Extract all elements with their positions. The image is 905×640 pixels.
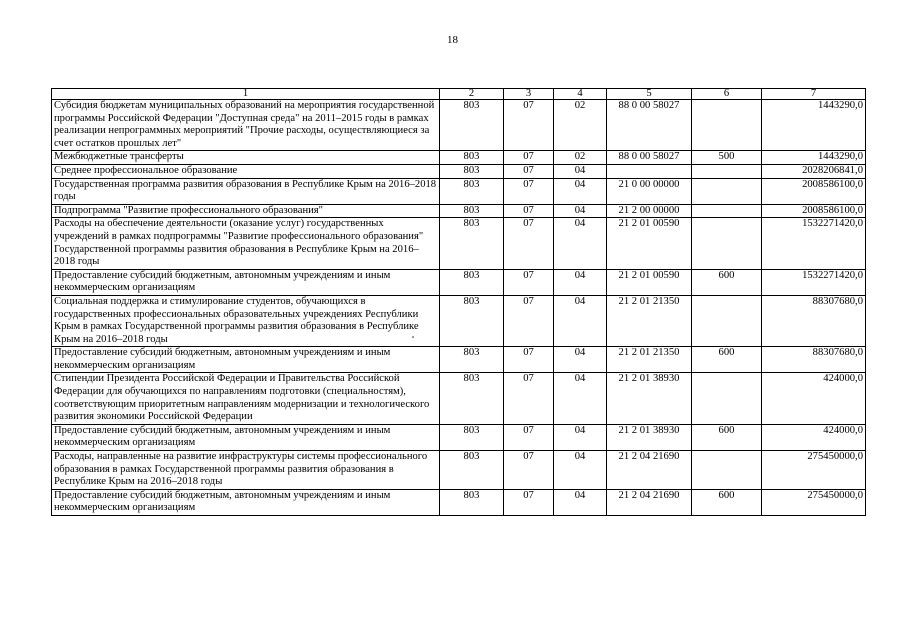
cell-amount: 275450000,0 — [762, 489, 866, 515]
cell-subsection: 04 — [554, 489, 607, 515]
cell-ministry: 803 — [440, 295, 504, 346]
cell-expense-type — [692, 100, 762, 151]
cell-ministry: 803 — [440, 151, 504, 165]
row-name: Субсидия бюджетам муниципальных образований на мероприятия государственной программы Российской Федерации "Доступная среда" на 2011–2015 годы в рамках реализации непрограммных мероприятий "Прочие расходы, осуществляющиеся за счет остатков прошлых лет" — [52, 100, 440, 151]
cell-ministry: 803 — [440, 218, 504, 269]
cell-subsection: 04 — [554, 269, 607, 295]
cell-subsection: 04 — [554, 373, 607, 424]
column-header: 4 — [554, 89, 607, 100]
row-name: Расходы, направленные на развитие инфраструктуры системы профессионального образования в рамках Государственной программы развития образования в Республике Крым на 2016–2018 годы — [52, 451, 440, 490]
cell-subsection: 04 — [554, 295, 607, 346]
cell-section: 07 — [504, 178, 554, 204]
cell-section: 07 — [504, 347, 554, 373]
row-name: Среднее профессиональное образование — [52, 164, 440, 178]
cell-expense-type — [692, 451, 762, 490]
table-row — [52, 218, 866, 269]
cell-subsection: 02 — [554, 100, 607, 151]
cell-section: 07 — [504, 295, 554, 346]
cell-section: 07 — [504, 204, 554, 218]
header-row — [52, 89, 866, 100]
table-row — [52, 269, 866, 295]
cell-expense-type — [692, 178, 762, 204]
cell-ministry: 803 — [440, 164, 504, 178]
cell-section: 07 — [504, 218, 554, 269]
table-row — [52, 347, 866, 373]
column-header: 3 — [504, 89, 554, 100]
table-row — [52, 164, 866, 178]
cell-target-article: 21 2 01 38930 — [607, 373, 692, 424]
row-name: Предоставление субсидий бюджетным, автономным учреждениям и иным некоммерческим организациям — [52, 489, 440, 515]
cell-subsection: 04 — [554, 218, 607, 269]
column-header: 1 — [52, 89, 440, 100]
cell-amount: 424000,0 — [762, 424, 866, 450]
table-row — [52, 204, 866, 218]
cell-section: 07 — [504, 164, 554, 178]
table-row — [52, 178, 866, 204]
cell-section: 07 — [504, 151, 554, 165]
cell-expense-type — [692, 295, 762, 346]
cell-subsection: 04 — [554, 347, 607, 373]
cell-expense-type: 600 — [692, 347, 762, 373]
cell-target-article: 21 2 01 00590 — [607, 218, 692, 269]
cell-amount: 88307680,0 — [762, 347, 866, 373]
cell-ministry: 803 — [440, 204, 504, 218]
cell-section: 07 — [504, 100, 554, 151]
cell-ministry: 803 — [440, 100, 504, 151]
cell-amount: 2028206841,0 — [762, 164, 866, 178]
cell-target-article: 88 0 00 58027 — [607, 100, 692, 151]
cell-target-article: 21 2 01 00590 — [607, 269, 692, 295]
cell-expense-type — [692, 164, 762, 178]
cell-target-article: 21 2 01 38930 — [607, 424, 692, 450]
cell-section: 07 — [504, 451, 554, 490]
column-header: 7 — [762, 89, 866, 100]
cell-amount: 1532271420,0 — [762, 218, 866, 269]
cell-target-article — [607, 164, 692, 178]
cell-subsection: 04 — [554, 451, 607, 490]
cell-amount: 1443290,0 — [762, 100, 866, 151]
cell-amount: 1532271420,0 — [762, 269, 866, 295]
cell-expense-type — [692, 373, 762, 424]
row-name: Расходы на обеспечение деятельности (оказание услуг) государственных учреждений в рамках подпрограммы "Развитие профессионального образования" Государственной программы развития образования в Республике Крым на 2016–2018 годы — [52, 218, 440, 269]
cell-subsection: 04 — [554, 178, 607, 204]
page-number: 18 — [447, 34, 458, 46]
cell-ministry: 803 — [440, 424, 504, 450]
cell-ministry: 803 — [440, 489, 504, 515]
table-row — [52, 451, 866, 490]
cell-expense-type: 600 — [692, 269, 762, 295]
table-row — [52, 373, 866, 424]
cell-target-article: 21 2 01 21350 — [607, 295, 692, 346]
column-header: 2 — [440, 89, 504, 100]
cell-target-article: 21 2 00 00000 — [607, 204, 692, 218]
row-name: Стипендии Президента Российской Федерации и Правительства Российской Федерации для обучающихся по направлениям подготовки (специальностям), соответствующим приоритетным направлениям модернизации и технологического развития экономики Российской Федерации — [52, 373, 440, 424]
cell-expense-type: 600 — [692, 424, 762, 450]
cell-subsection: 04 — [554, 424, 607, 450]
cell-ministry: 803 — [440, 451, 504, 490]
cell-target-article: 21 2 01 21350 — [607, 347, 692, 373]
cell-ministry: 803 — [440, 347, 504, 373]
row-name: Социальная поддержка и стимулирование студентов, обучающихся в государственных профессиональных образовательных учреждениях Республики Крым в рамках Государственной программы развития образования в Республике Крым на 2016–2018 годы — [52, 295, 440, 346]
cell-section: 07 — [504, 489, 554, 515]
row-name: Предоставление субсидий бюджетным, автономным учреждениям и иным некоммерческим организациям — [52, 269, 440, 295]
table-row — [52, 424, 866, 450]
cell-expense-type — [692, 204, 762, 218]
cell-ministry: 803 — [440, 269, 504, 295]
budget-table — [51, 88, 866, 516]
row-name: Предоставление субсидий бюджетным, автономным учреждениям и иным некоммерческим организациям — [52, 347, 440, 373]
row-name: Предоставление субсидий бюджетным, автономным учреждениям и иным некоммерческим организациям — [52, 424, 440, 450]
cell-section: 07 — [504, 373, 554, 424]
cell-section: 07 — [504, 269, 554, 295]
column-header: 6 — [692, 89, 762, 100]
cell-expense-type: 600 — [692, 489, 762, 515]
cell-section: 07 — [504, 424, 554, 450]
cell-amount: 88307680,0 — [762, 295, 866, 346]
table-row — [52, 295, 866, 346]
cell-expense-type — [692, 218, 762, 269]
table-row — [52, 100, 866, 151]
cell-subsection: 04 — [554, 164, 607, 178]
cell-target-article: 21 0 00 00000 — [607, 178, 692, 204]
row-name: Государственная программа развития образования в Республике Крым на 2016–2018 годы — [52, 178, 440, 204]
cell-amount: 1443290,0 — [762, 151, 866, 165]
row-name: Межбюджетные трансферты — [52, 151, 440, 165]
cell-amount: 424000,0 — [762, 373, 866, 424]
cell-ministry: 803 — [440, 178, 504, 204]
table-row — [52, 489, 866, 515]
table-row — [52, 151, 866, 165]
cell-expense-type: 500 — [692, 151, 762, 165]
cell-amount: 2008586100,0 — [762, 178, 866, 204]
cell-subsection: 02 — [554, 151, 607, 165]
cell-target-article: 88 0 00 58027 — [607, 151, 692, 165]
cell-amount: 2008586100,0 — [762, 204, 866, 218]
scan-speck — [412, 336, 414, 338]
row-name: Подпрограмма "Развитие профессионального образования" — [52, 204, 440, 218]
cell-amount: 275450000,0 — [762, 451, 866, 490]
cell-ministry: 803 — [440, 373, 504, 424]
cell-target-article: 21 2 04 21690 — [607, 489, 692, 515]
cell-target-article: 21 2 04 21690 — [607, 451, 692, 490]
cell-subsection: 04 — [554, 204, 607, 218]
column-header: 5 — [607, 89, 692, 100]
